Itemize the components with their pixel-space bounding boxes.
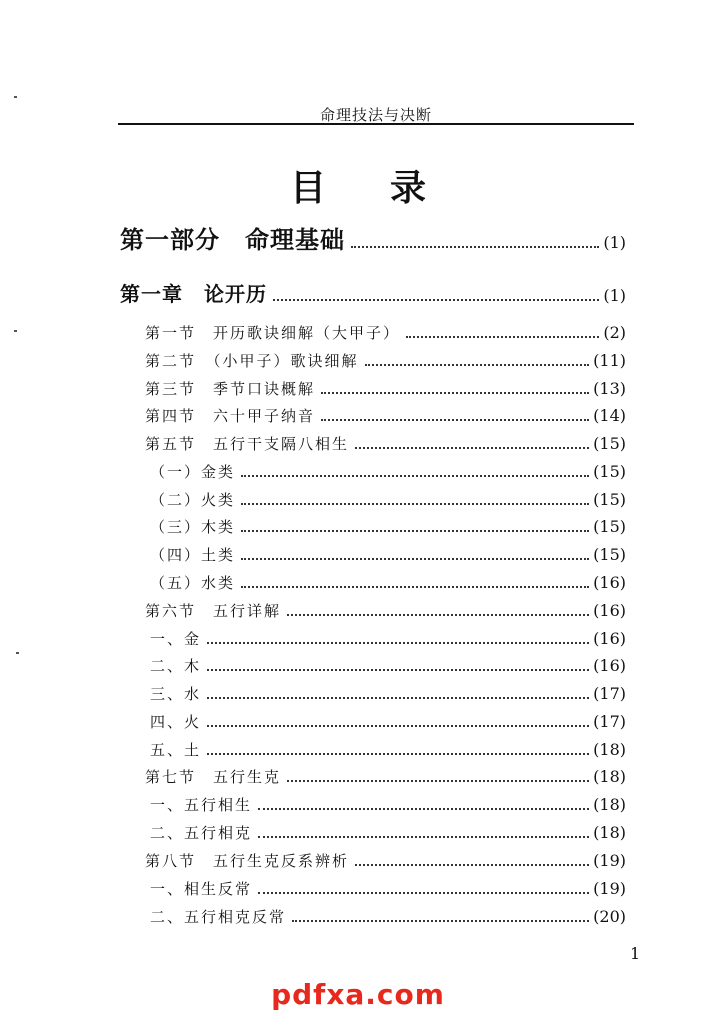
toc-entry-page: (18) xyxy=(593,823,626,842)
toc-entry-page: (18) xyxy=(593,767,626,786)
toc-entry-label: 四、火 xyxy=(150,713,202,731)
toc-entry-label: （四）土类 xyxy=(150,546,236,564)
page-title: 目录 xyxy=(290,168,491,209)
toc-entry xyxy=(150,653,626,676)
toc-entry xyxy=(150,709,626,732)
toc-entry-page: (15) xyxy=(593,434,626,453)
toc-entry xyxy=(150,876,626,899)
toc-entry-page: (15) xyxy=(593,490,626,509)
toc-entry xyxy=(150,681,626,704)
dot-leader xyxy=(287,598,589,616)
toc-entry-page: (15) xyxy=(593,517,626,536)
dot-leader xyxy=(258,792,589,810)
toc-entry xyxy=(145,320,626,343)
toc-entry-label: 第一节 开历歌诀细解（大甲子） xyxy=(145,324,401,342)
toc-entry-page: (11) xyxy=(593,351,626,370)
dot-leader xyxy=(355,848,589,866)
toc-entry-label: 第四节 六十甲子纳音 xyxy=(145,407,316,425)
dot-leader xyxy=(287,764,589,782)
toc-entry-page: (19) xyxy=(593,879,626,898)
running-header-title: 命理技法与决断 xyxy=(319,106,432,124)
dot-leader xyxy=(241,487,589,505)
toc-entry xyxy=(145,431,626,454)
toc-entry-label: 二、木 xyxy=(150,657,202,675)
dot-leader xyxy=(321,376,589,394)
dot-leader xyxy=(258,876,589,894)
toc-entry xyxy=(150,737,626,760)
dot-leader xyxy=(292,904,589,922)
toc-entry-page: (1) xyxy=(603,233,626,252)
toc-entry xyxy=(145,764,626,787)
toc-entry xyxy=(145,403,626,426)
toc-entry-label: 三、水 xyxy=(150,685,202,703)
toc-entry-label: 第八节 五行生克反系辨析 xyxy=(145,852,350,870)
toc-entry xyxy=(150,820,626,843)
toc-entry-page: (15) xyxy=(593,462,626,481)
toc-entry xyxy=(150,792,626,815)
toc-entry-label: 第二节 （小甲子）歌诀细解 xyxy=(145,352,359,370)
toc-entry-page: (17) xyxy=(593,712,626,731)
toc-entry-page: (15) xyxy=(593,545,626,564)
toc-entry-page: (17) xyxy=(593,684,626,703)
toc-entry-label: （三）木类 xyxy=(150,518,236,536)
toc-entry-page: (14) xyxy=(593,406,626,425)
watermark: pdfxa.com xyxy=(271,978,445,1011)
toc-entry-label: （五）水类 xyxy=(150,574,236,592)
toc-entry-label: 第七节 五行生克 xyxy=(145,768,282,786)
dot-leader xyxy=(321,403,589,421)
toc-entry xyxy=(150,570,626,593)
toc-entry xyxy=(145,376,626,399)
toc-entry-page: (16) xyxy=(593,601,626,620)
page-number: 1 xyxy=(630,944,641,963)
dot-leader xyxy=(258,820,589,838)
toc-entry-label: 第三节 季节口诀概解 xyxy=(145,380,316,398)
toc-entry-label: 第六节 五行详解 xyxy=(145,602,282,620)
toc-entry-page: (18) xyxy=(593,795,626,814)
toc-entry-label: （二）火类 xyxy=(150,491,236,509)
toc-entry-label: 一、相生反常 xyxy=(150,880,253,898)
dot-leader xyxy=(207,626,589,644)
toc-entry xyxy=(120,278,626,307)
dot-leader xyxy=(207,709,589,727)
dot-leader xyxy=(241,459,589,477)
toc-entry xyxy=(150,626,626,649)
toc-entry-label: 二、五行相克 xyxy=(150,824,253,842)
toc-entry-label: 二、五行相克反常 xyxy=(150,908,287,926)
toc-entry-label: 第一部分 命理基础 xyxy=(120,226,345,254)
toc-entry-label: 一、五行相生 xyxy=(150,796,253,814)
toc-entry-page: (20) xyxy=(593,907,626,926)
dot-leader xyxy=(207,653,589,671)
toc-entry-page: (16) xyxy=(593,573,626,592)
toc-entry-page: (16) xyxy=(593,629,626,648)
toc-entry-label: 五、土 xyxy=(150,741,202,759)
toc-entry-label: 第一章 论开历 xyxy=(120,282,267,306)
toc-entry xyxy=(150,514,626,537)
dot-leader xyxy=(355,431,589,449)
dot-leader xyxy=(207,681,589,699)
toc-entry-label: 第五节 五行干支隔八相生 xyxy=(145,435,350,453)
dot-leader xyxy=(241,570,589,588)
dot-leader xyxy=(241,542,589,560)
toc-entry-page: (13) xyxy=(593,379,626,398)
scan-speck xyxy=(16,652,19,654)
toc-entry xyxy=(150,904,626,927)
toc-entry xyxy=(145,598,626,621)
dot-leader xyxy=(406,320,599,338)
toc-entry xyxy=(145,348,626,371)
dot-leader xyxy=(365,348,590,366)
toc-entry-page: (16) xyxy=(593,656,626,675)
header-rule xyxy=(118,123,634,125)
dot-leader xyxy=(241,514,589,532)
toc-entry-page: (18) xyxy=(593,740,626,759)
toc-entry xyxy=(120,220,626,255)
dot-leader xyxy=(273,283,599,301)
toc-entry-page: (19) xyxy=(593,851,626,870)
dot-leader xyxy=(207,737,589,755)
dot-leader xyxy=(351,230,599,248)
toc-entry xyxy=(145,848,626,871)
scan-speck xyxy=(14,330,17,332)
toc-entry xyxy=(150,459,626,482)
toc-entry xyxy=(150,542,626,565)
scan-speck xyxy=(14,96,17,98)
toc-entry-label: （一）金类 xyxy=(150,463,236,481)
toc-entry-label: 一、金 xyxy=(150,630,202,648)
toc-entry-page: (2) xyxy=(603,323,626,342)
toc-entry xyxy=(150,487,626,510)
toc-entry-page: (1) xyxy=(603,286,626,305)
